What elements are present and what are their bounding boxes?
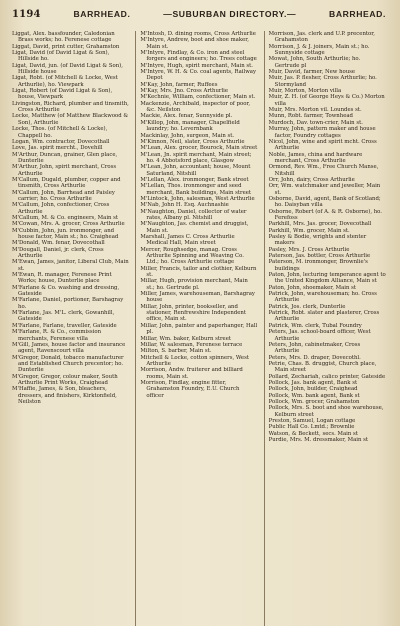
directory-entry: Pollock, Wm. bank agent, Bank st [268,392,360,399]
directory-entry: Logan, Wm. contractor, Dovecothall [12,138,110,145]
directory-entry: Locke, Matthew (of Matthew Blackwood & Son), Arthurlie [12,113,129,126]
directory-entry: Love, Jas. spirit mercht., Dovehill [12,145,103,152]
directory-entry: Ligat, David (of David Ligat & Son), Hillside ho. [12,50,110,63]
directory-entry: M'Intyre, Hugh, spirit merchant, Main st. [140,62,253,69]
directory-entry: M'Lellan, Alex. ironmonger, Bank street [140,176,249,183]
directory-entry: Miller, Francis, tailor and clothier, Kelburn st. [140,265,257,279]
directory-entry: Peters, Mrs. D. draper, Dovecothl. [268,354,361,361]
page-header [12,4,386,27]
directory-entry: Morrison, Findlay, engine fitter, Grahamston Foundry, E.U. Church officer [140,379,240,399]
directory-entry: Morrison, Andw. fruiterer and billiard rooms, Main st. [140,367,243,380]
directory-entry: Pasley, Mrs. J. Cross Arthurlie [268,246,350,253]
directory-entry: Osborne, Robert (of A. & R. Osborne), ho. Ferefoss [268,208,382,221]
directory-entry: Mackie, Alex. fenar, Sunnyside pl. [140,113,233,120]
directory-entry: M'Naughton, Jas. chemist and druggist, Main st. [140,221,249,234]
directory-entry: Muir, Mrs. Morton vil. Loundes st. [268,107,362,114]
directory-entry: Patrick, Wm. clerk, Tubal Foundry [268,322,362,329]
directory-entry: M'Gregor, Donald, tobacco manufacturer and Established Church precentor; ho. Dunterlie [12,354,124,374]
directory-entry: M'Farlane, Farlane, traveller, Gateside [12,322,117,329]
directory-column-2 [135,31,257,626]
directory-entry: Patrick, John, warehouseman; ho. Cross Arthurlie [268,291,377,304]
directory-entry: Pasley & Bodie, wrights and stenter makers [268,234,367,247]
directory-entry: M'Dougall, Daniel, jr. clerk, Cross Arthurlie [12,246,104,260]
directory-entry: Mackenzie, Archibald, inspector of poor, &c. Neilston [140,100,251,114]
directory-entry: M'Gill, James, house factor and insurance agent, Ravenscourt villa [12,341,126,355]
page-number: 1194 [12,9,41,20]
directory-entry: M'Killop, John, manager, Chapelfield laundry; ho. Levernbank [140,119,240,133]
directory-entry: M'Farlane, R. & Co., commission merchants, Ferenese villa [12,329,102,342]
directory-entry: Millar, W. salesman, Ferenese terrace [140,341,243,348]
running-head-left: BARRHEAD. [73,9,131,19]
directory-entry: M'Callum, John, confectioner, Cross Arthurlie [12,202,110,215]
directory-entry: Mackinlay, John, surgeon, Main st. [140,132,235,139]
directory-entry: Pollock, John, builder, Craighead [268,386,358,393]
directory-entry: M'Gregor, Gregor, colour maker, South Arthurlie Print Works, Craighead [12,373,118,386]
directory-entry: M'Callum, Dugald, plumber, copper and tinsmith, Cross Arthurlie [12,176,121,190]
directory-entry: Watson, & Beckett, secs. Main st [268,430,358,437]
directory-entry: Liggat, Alex. bassfounder, Caledonian Brass works; ho. Ferenese cottage [12,31,115,44]
directory-entry: M'Lean, Alex. grocer, Bourock, Main street [140,145,258,152]
directory-entry: M'Intosh, D. dining rooms, Cross Arthurlie [140,31,256,37]
directory-entry: Paterson, Jas. bottler, Cross Arthurlie [268,253,371,260]
directory-entry: Ormond, Rev. Wm., Free Church Manse, Nitshill [268,164,379,177]
directory-column-1 [12,31,129,626]
directory-entry: Mowat, John, South Arthurlie; ho. Gertrude pl [268,56,361,69]
directory-entry: M'Arthur, Duncan, grainer, Glen place, Dunterlie [12,151,118,164]
directory-entry: Nicol, John, wine and spirit mcht. Cross Arthurlie [268,138,377,152]
directory-entry: Munn, Robt. farmer, Townhead [268,113,353,120]
directory-entry: M'Farlane, Jas. M'L. clerk, Gowanhill, Gateside [12,310,115,323]
directory-entry: M'Cowan, Mrs. A. grocer, Cross Arthurlie [12,221,125,228]
directory-entry: M'Cubbin, John, jun. ironmonger, and house factor, Main st.; ho. Craighead [12,227,119,240]
directory-entry: Murray, John, pattern maker and house factor, Foundry cottages [268,126,376,139]
directory-entry: Osborne, David, agent, Bank of Scotland; ho. Daisyban villa [268,195,381,209]
directory-column-3 [264,31,386,626]
directory-entry: Peters, John, cabinetmaker, Cross Arthurlie [268,341,361,355]
directory-entry: M'Callum, M. & Co. engineers, Main st [12,214,119,221]
directory-entry: Orr, John, dairy, Cross Arthurlie [268,176,355,183]
directory-entry: M'Kechnie, William, confectioner, Main st. [140,94,256,101]
directory-entry: Peters, Jas. school-board officer, West Arthurlie [268,329,371,342]
directory-entry: Orr, Wm. watchmaker and jeweller, Main st. [268,183,381,196]
directory-entry: Millar, John, painter and paperhanger, Hall pl. [140,322,258,336]
directory-entry: Ligat, Robt. (of Mitchell & Locke, West Arthurlie), ho. Viewpark [12,75,118,88]
directory-entry: M'Callum, John, Barrhead and Paisley carrier; ho. Cross Arthurlie [12,189,115,202]
directory-entry: M'Arthur, John, spirit merchant, Cross Arthurlie [12,164,117,177]
directory-entry: M'Intyre, Findlay, & Co. iron and steel forgers and engineers; ho. Trees cottage [140,50,257,63]
directory-entry: Paterson, M. ironmonger, Brownlie's buildings [268,259,368,272]
running-head-center: —SUBURBAN DIRECTORY.— [163,9,297,19]
directory-columns [12,31,386,626]
directory-entry: Patrick, Jos. clerk, Dunterlie [268,303,346,310]
directory-entry: Milton, S. barber, Main st. [140,348,212,355]
directory-entry: M'Donald, Wm. fenar, Dovecothall [12,240,105,247]
directory-entry: M'Farlane & Co. washing and dressing, Gateside [12,284,120,298]
directory-entry: M'Kay, Mrs. Jno. Cross Arthurlie [140,88,229,95]
directory-entry: Muir, Morton, Morton villa [268,88,342,95]
directory-entry: Ligat, Robert (of David Ligat & Son), house, Viewpark [12,88,113,101]
directory-entry: Morrison, J. & J. joiners, Main st.; ho. Sunnyside cottage [268,43,370,57]
directory-entry: M'Kay, John, farmer, Ruffees [140,81,218,88]
directory-entry: Murdoch, Dav. town-crier, Main st. [268,119,363,126]
directory-entry: Locke, Thos. (of Mitchell & Locke), Chappell ho. [12,126,108,139]
directory-entry: M'Ewan, James, janitor, Liberal Club, Main st. [12,259,129,272]
directory-entry: Miller, James, warehouseman, Barshagray house [140,291,255,304]
directory-entry: Millar, Wm. baker, Kelburn street [140,335,231,342]
directory-entry: M'Lean, Jn. spirit merchant, Main street; ho. 4 Abbotsford place, Glasgow [140,151,252,164]
running-head-right: BARRHEAD. [329,9,386,19]
directory-entry: Pollock, Jas. bank agent, Bank st [268,379,358,386]
directory-entry: Pollock, Mrs. S. boot and shoe warehouse, Kelburn street [268,405,384,418]
directory-entry: Ligat, David, jun. (of David Ligat & Son), Hillside house [12,62,123,76]
directory-entry: Morrison, Jas. clerk and U.P. precentor, Grahamston [268,31,375,44]
directory-entry: Pollard, Zechariah, calico printer, Gateside [268,373,386,380]
directory-entry: M'Lintock, John, salesman, West Arthurlie [140,195,255,202]
directory-entry: Patrick, Robt. slater and plasterer, Cross Arthurlie [268,310,380,323]
directory-entry: M'Lellan, Thos. ironmonger and seed merchant, Bank buildings, Main street [140,183,252,196]
directory-entry: Purdie, Mrs. M. dressmaker, Main st [268,437,369,443]
directory-entry: Mercer, Roughsedge, manag. Cross Arthurlie Spinning and Weaving Co. Ltd.; ho. Cross Arthurlie cottage [140,246,244,266]
directory-entry: M'Lean, John, accountant; house, Mount Saturland, Nitshill [140,164,251,177]
directory-entry: Mitchell & Locke, cotton spinners, West Arthurlie [140,354,249,367]
directory-entry: M'Haffie, James, & Son, bleachers, dressers, and finishers, Kirktonfield, Neilston [12,386,117,405]
directory-entry: M'Farlane, Daniel, portioner, Barshagray ho. [12,297,124,310]
directory-entry: Marshall, James C. Cross Arthurlie Medical Hall, Main street [140,234,235,247]
directory-entry: M'Intyre, W. H. & Co. coal agents, Railway Depot [140,69,257,82]
directory-entry: Millar, Hugh, provision merchant, Main st.; ho. Gertrude pl. [140,278,248,291]
directory-entry: Livingston, Richard, plumber and tinsmith, Cross Arthurlie [12,100,129,114]
directory-entry: M'Naughton, Daniel, collector of water rates, Albany pl. Nitshill [140,208,247,221]
directory-entry: M'Ewan, R. manager, Ferenese Print Works; house, Dunterlie place [12,272,112,285]
directory-entry: Muir, Z. H. (of George Heys & Co.) Morton villa [268,94,385,107]
directory-entry: Preston, Samuel, Logan cottage [268,417,356,424]
directory-entry: Parkhill, Mrs. Jas. grocer, Dovecothall [268,221,372,228]
directory-entry: Millar, John, printer, bookseller, and stationer, Renfrewshire Independent office, Main st. [140,303,246,323]
directory-entry: Petrie, Chas. B. druggist, Church place, Main street [268,360,377,374]
directory-entry: M'Intyre, Andrew, boot and shoe maker, Main st. [140,37,249,50]
directory-entry: Paton, John, lecturing temperance agent to the United Kingdom Alliance, Main st [268,272,386,285]
directory-entry: M'Kinnon, Neil, slater, Cross Arthurlie [140,138,245,145]
directory-entry: Muir, Jas. P. flesher, Cross Arthurlie; ho. Stormyland [268,75,377,88]
directory-entry: Public Hall Co. Lmtd.; Brownlie [268,424,355,431]
directory-entry: Parkhill, Wm. grocer, Main st. [268,227,350,234]
directory-entry: Muir, David, farmer, New house [268,69,356,76]
directory-entry: Paton, John, shoemaker, Main st [268,284,357,291]
directory-entry: Noble, James, china and hardware merchant, Cross Arthurlie [268,151,363,164]
directory-entry: Pollock, Wm. grocer, Grahamston [268,398,360,405]
directory-entry: Liggat, David, print cutter, Grahamston [12,43,120,50]
directory-entry: M'Nab, John H. Esq. Auchnashie [140,202,229,209]
